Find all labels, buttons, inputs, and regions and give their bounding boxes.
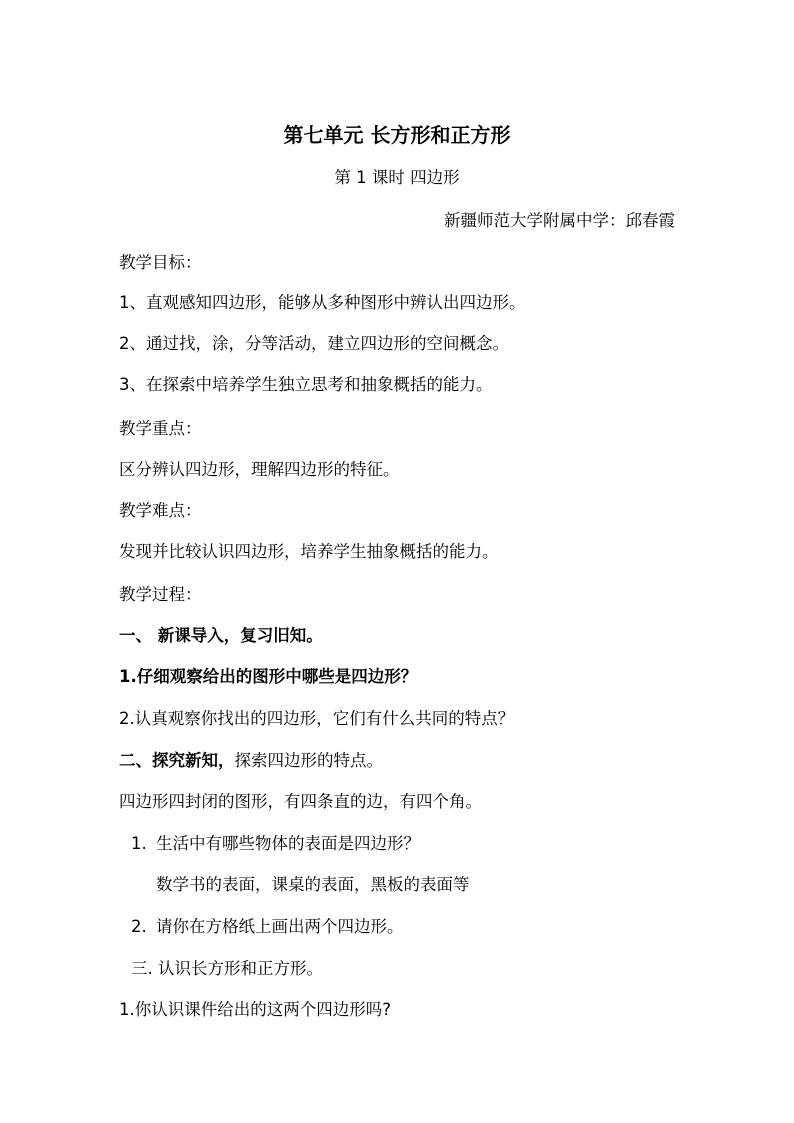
- section-2-bold-part: 二、探究新知，: [119, 751, 235, 770]
- difficulty-heading: 教学难点：: [119, 501, 202, 520]
- list-item-2-number: 2.: [131, 917, 147, 936]
- list-item-1-answer: 数学书的表面，课桌的表面，黑板的表面等: [156, 875, 470, 894]
- lesson-subtitle: 第 1 课时 四边形: [334, 168, 460, 187]
- author-line: 新疆师范大学附属中学：邱春霞: [444, 211, 675, 230]
- section-3-heading: 三. 认识长方形和正方形。: [131, 959, 323, 978]
- goal-2: 2、通过找，涂，分等活动，建立四边形的空间概念。: [119, 334, 509, 353]
- goals-heading: 教学目标：: [119, 253, 202, 272]
- document-title: 第七单元 长方形和正方形: [283, 123, 511, 147]
- list-item-2-text: 请你在方格纸上画出两个四边形。: [156, 917, 404, 936]
- list-item-1: [131, 833, 420, 855]
- difficulty-text: 发现并比较认识四边形，培养学生抽象概括的能力。: [119, 542, 499, 561]
- goal-3: 3、在探索中培养学生独立思考和抽象概括的能力。: [119, 375, 493, 394]
- question-3: 1.你认识课件给出的这两个四边形吗?: [119, 1000, 392, 1019]
- process-heading: 教学过程：: [119, 585, 202, 604]
- question-2: 2.认真观察你找出的四边形，它们有什么共同的特点？: [119, 709, 515, 728]
- key-heading: 教学重点：: [119, 419, 202, 438]
- list-item-1-number: 1.: [131, 834, 147, 853]
- definition-text: 四边形四封闭的图形，有四条直的边，有四个角。: [119, 792, 482, 811]
- goal-1: 1、直观感知四边形，能够从多种图形中辨认出四边形。: [119, 293, 526, 312]
- section-2-rest-part: 探索四边形的特点。: [234, 751, 383, 770]
- section-2-heading: [119, 750, 383, 772]
- list-item-2: [131, 916, 404, 938]
- key-text: 区分辨认四边形，理解四边形的特征。: [119, 460, 400, 479]
- section-1-heading: 一、 新课导入，复习旧知。: [119, 626, 323, 645]
- question-1: 1.仔细观察给出的图形中哪些是四边形？: [119, 667, 418, 686]
- list-item-1-text: 生活中有哪些物体的表面是四边形？: [156, 834, 420, 853]
